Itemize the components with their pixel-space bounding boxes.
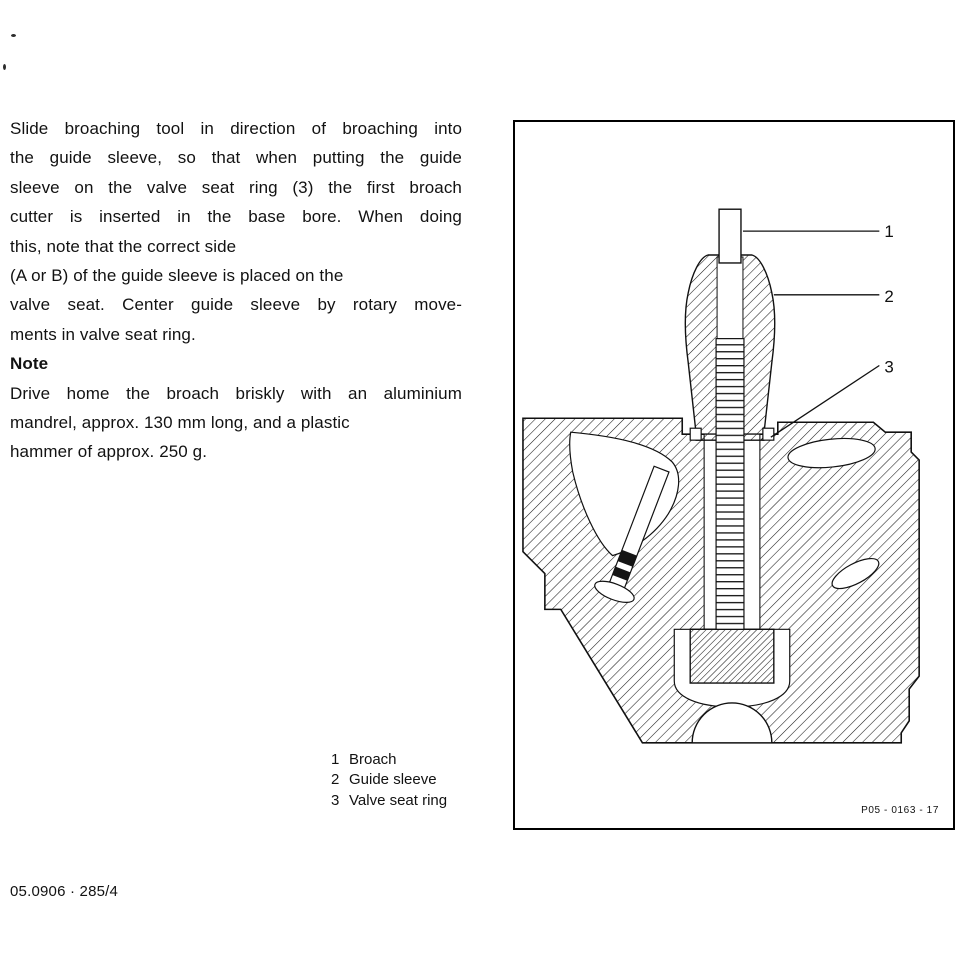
legend-number: 2 — [331, 771, 340, 789]
figure-ref-code: P05 - 0163 - 17 — [861, 805, 939, 816]
technical-drawing — [515, 122, 953, 828]
callout-number-2: 2 — [884, 286, 894, 306]
legend-item — [331, 750, 447, 770]
note-heading: Note — [10, 354, 49, 374]
instruction-text — [10, 114, 462, 467]
legend-label: Valve seat ring — [349, 791, 448, 809]
body-line: sleeve on the valve seat ring (3) the first broach — [10, 177, 462, 197]
broach-base-block — [690, 629, 774, 683]
scan-artifact — [3, 64, 6, 70]
body-line: hammer of approx. 250 g. — [10, 442, 208, 462]
figure-frame — [513, 120, 955, 830]
body-line: (A or B) of the guide sleeve is placed on the — [10, 266, 344, 286]
page-number: 05.0906 · 285/4 — [10, 883, 119, 900]
legend-number: 1 — [331, 751, 340, 768]
broach-teeth — [716, 339, 744, 630]
legend-label: Guide sleeve — [349, 771, 437, 789]
body-line: Drive home the broach briskly with an aluminium — [10, 383, 462, 403]
body-line: mandrel, approx. 130 mm long, and a plastic — [10, 413, 350, 433]
body-line: this, note that the correct side — [10, 236, 237, 256]
seat-ring-left — [690, 428, 701, 440]
body-line: the guide sleeve, so that when putting the guide — [10, 148, 462, 168]
body-line: Slide broaching tool in direction of broaching into — [10, 119, 462, 138]
callout-number-3: 3 — [884, 357, 894, 377]
legend-item — [331, 791, 447, 811]
body-line: cutter is inserted in the base bore. When doing — [10, 207, 462, 227]
legend-label: Broach — [349, 751, 397, 768]
broach-shank — [719, 209, 741, 263]
legend-item — [331, 770, 447, 790]
seat-ring-right — [763, 428, 774, 440]
figure-legend — [331, 750, 447, 811]
body-line: valve seat. Center guide sleeve by rotary move- — [10, 295, 462, 315]
body-line: ments in valve seat ring. — [10, 324, 196, 344]
callout-numbers — [884, 222, 893, 376]
scan-artifact — [11, 34, 16, 37]
callout-number-1: 1 — [884, 222, 894, 242]
legend-number: 3 — [331, 791, 340, 809]
